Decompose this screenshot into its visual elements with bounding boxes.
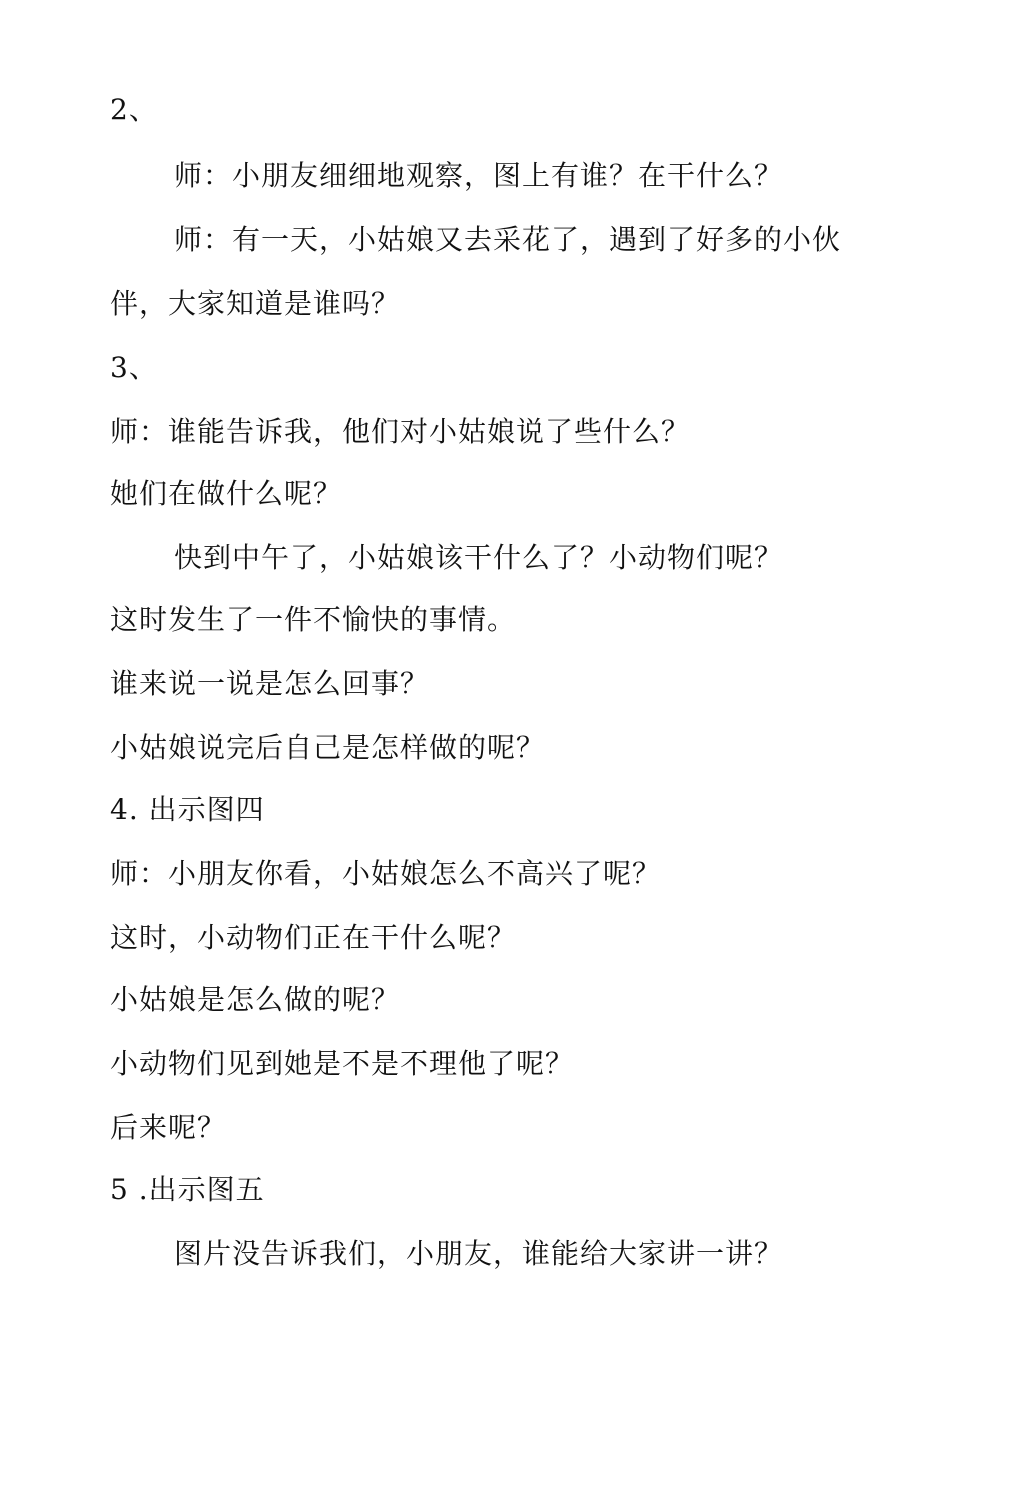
paragraph-line: 伴，大家知道是谁吗？: [110, 287, 401, 320]
paragraph-line: 这时发生了一件不愉快的事情。: [110, 603, 517, 636]
paragraph-line: 师：谁能告诉我，他们对小姑娘说了些什么？: [110, 415, 691, 448]
paragraph-line: 小姑娘是怎么做的呢？: [110, 983, 401, 1016]
section-number-2: 2、: [110, 93, 158, 126]
paragraph-line: 谁来说一说是怎么回事？: [110, 667, 430, 700]
section-heading-5: 5 .出示图五: [110, 1173, 265, 1206]
paragraph-line: 后来呢？: [110, 1111, 227, 1144]
paragraph-line: 她们在做什么呢？: [110, 477, 343, 510]
paragraph-line: 快到中午了，小姑娘该干什么了？小动物们呢？: [174, 541, 784, 574]
paragraph-line: 师：小朋友你看，小姑娘怎么不高兴了呢？: [110, 857, 662, 890]
paragraph-line: 图片没告诉我们，小朋友，谁能给大家讲一讲？: [174, 1237, 784, 1270]
paragraph-line: 师：有一天，小姑娘又去采花了，遇到了好多的小伙: [174, 223, 842, 256]
section-number-3: 3、: [110, 351, 158, 384]
paragraph-line: 小动物们见到她是不是不理他了呢？: [110, 1047, 575, 1080]
paragraph-line: 小姑娘说完后自己是怎样做的呢？: [110, 731, 546, 764]
paragraph-line: 这时，小动物们正在干什么呢？: [110, 921, 517, 954]
paragraph-line: 师：小朋友细细地观察，图上有谁？在干什么？: [174, 159, 784, 192]
section-heading-4: 4. 出示图四: [110, 793, 265, 826]
